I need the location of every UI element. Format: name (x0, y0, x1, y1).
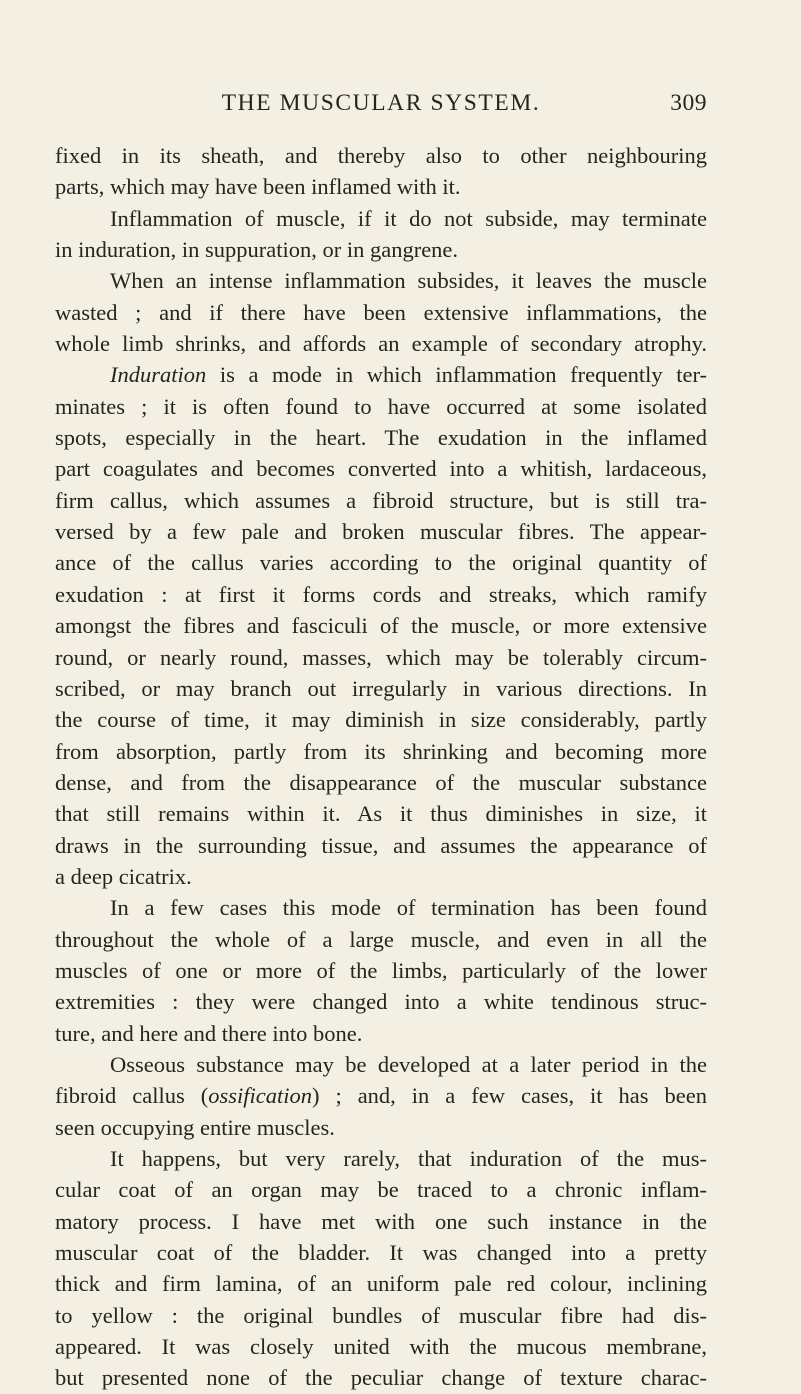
text-line: scribed, or may branch out irregularly in various directions. In (55, 675, 707, 701)
text-line: cular coat of an organ may be traced to a chronic inflam- (55, 1177, 707, 1203)
text-line: part coagulates and becomes converted into a whitish, lardaceous, (55, 456, 707, 482)
text-line: in induration, in suppuration, or in gangrene. (55, 237, 459, 263)
text-line: whole limb shrinks, and affords an example of secondary atrophy. (55, 331, 707, 357)
text-line (55, 1080, 707, 1111)
text-line: firm callus, which assumes a fibroid structure, but is still tra- (55, 487, 707, 513)
text-line: muscular coat of the bladder. It was changed into a pretty (55, 1240, 707, 1266)
text-line: a deep cicatrix. (55, 863, 192, 889)
text-line: thick and firm lamina, of an uniform pale red colour, inclining (55, 1271, 707, 1297)
text-line: extremities : they were changed into a white tendinous struc- (55, 989, 707, 1015)
text-line: that still remains within it. As it thus diminishes in size, it (55, 801, 707, 827)
text-line: from absorption, partly from its shrinking and becoming more (55, 738, 707, 764)
text-line: muscles of one or more of the limbs, particularly of the lower (55, 957, 707, 983)
text-run: is a mode in which inflammation frequently ter- (206, 362, 707, 388)
text-line: round, or nearly round, masses, which may be tolerably circum- (55, 644, 707, 670)
text-line: fixed in its sheath, and thereby also to other neighbouring (55, 143, 707, 168)
body-text (55, 140, 707, 1394)
text-line: exudation : at first it forms cords and streaks, which ramify (55, 581, 707, 607)
italic-term: ossification (208, 1083, 312, 1109)
text-line: versed by a few pale and broken muscular fibres. The appear- (55, 519, 707, 545)
text-line: It happens, but very rarely, that induration of the mus- (110, 1146, 707, 1171)
text-line: In a few cases this mode of termination has been found (110, 895, 707, 921)
text-line: spots, especially in the heart. The exudation in the inflamed (55, 425, 707, 451)
text-line: ance of the callus varies according to the original quantity of (55, 550, 707, 576)
text-line: dense, and from the disappearance of the muscular substance (55, 769, 707, 795)
text-line: parts, which may have been inflamed with it. (55, 174, 461, 200)
text-line (55, 359, 707, 390)
text-line: the course of time, it may diminish in size considerably, partly (55, 707, 707, 733)
text-line: When an intense inflammation subsides, it leaves the muscle (110, 268, 707, 294)
text-line: matory process. I have met with one such instance in the (55, 1208, 707, 1234)
text-line: minates ; it is often found to have occurred at some isolated (55, 393, 707, 419)
text-line: ture, and here and there into bone. (55, 1020, 363, 1046)
text-line: draws in the surrounding tissue, and assumes the appearance of (55, 832, 707, 858)
text-line: but presented none of the peculiar change of texture charac- (55, 1365, 707, 1391)
text-line: seen occupying entire muscles. (55, 1114, 335, 1140)
text-line: to yellow : the original bundles of muscular fibre had dis- (55, 1302, 707, 1328)
text-run: ) ; and, in a few cases, it has been (311, 1083, 707, 1109)
text-line: Osseous substance may be developed at a later period in the (110, 1051, 707, 1077)
italic-term: Induration (110, 362, 207, 388)
running-title: THE MUSCULAR SYSTEM. (221, 90, 541, 116)
page-number: 309 (670, 90, 707, 116)
text-line: amongst the fibres and fasciculi of the muscle, or more extensive (55, 613, 707, 639)
text-line: appeared. It was closely united with the mucous membrane, (55, 1334, 707, 1360)
text-line: Inflammation of muscle, if it do not subside, may terminate (110, 205, 707, 231)
text-run: fibroid callus ( (55, 1083, 209, 1109)
text-line: wasted ; and if there have been extensive inflammations, the (55, 299, 707, 325)
text-line: throughout the whole of a large muscle, and even in all the (55, 926, 707, 952)
running-header (55, 86, 707, 120)
